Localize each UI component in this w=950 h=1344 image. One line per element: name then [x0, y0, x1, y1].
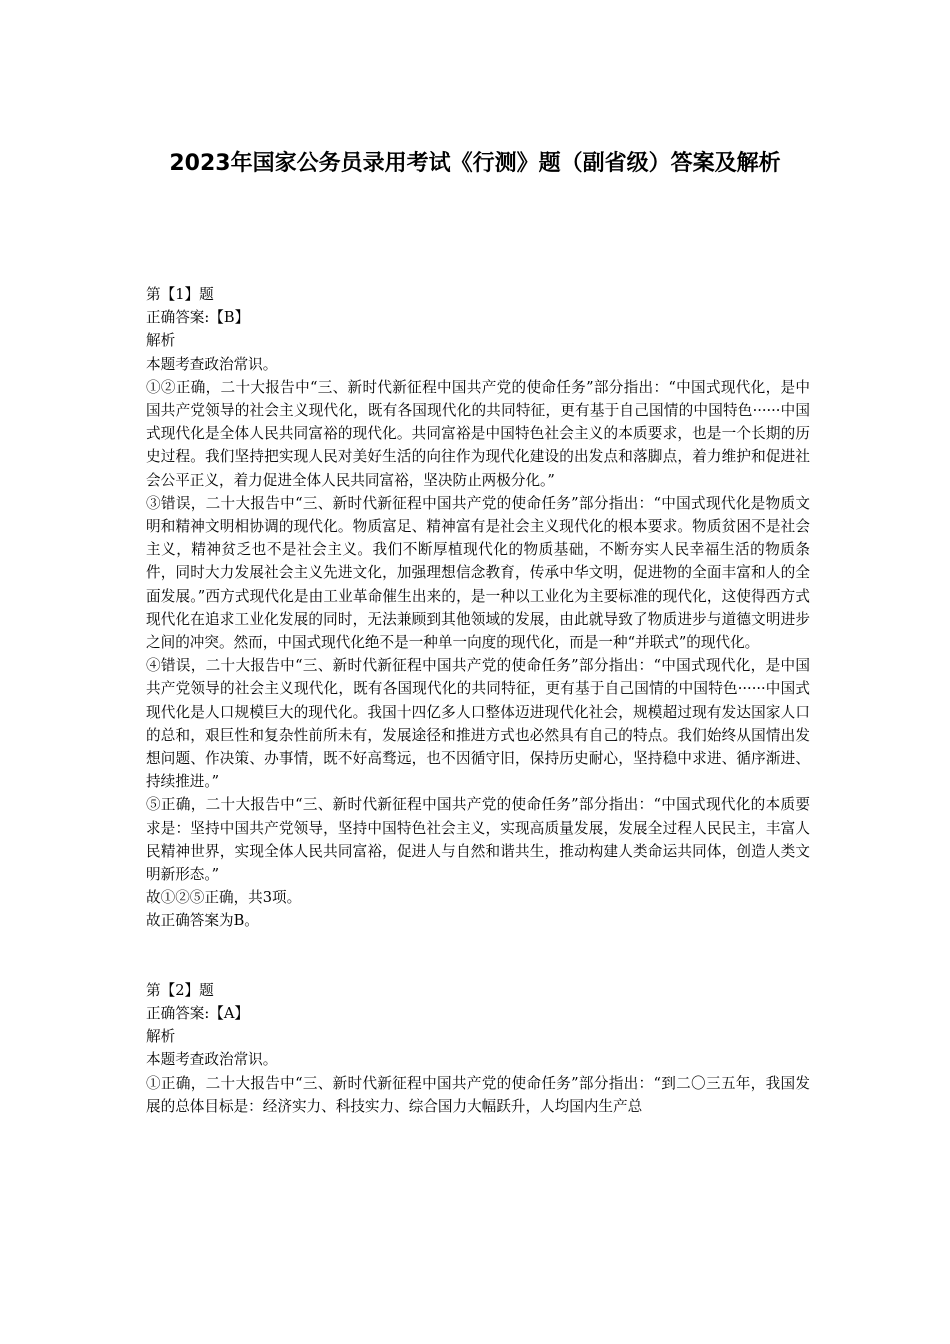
analysis-paragraph: ④错误，二十大报告中“三、新时代新征程中国共产党的使命任务”部分指出：“中国式现代化，是中国共产党领导的社会主义现代化，既有各国现代化的共同特征，更有基于自己国情的中国特色······中国式现代化是人口规模巨大的现代化。我国十四亿多人口整体迈进现代化社会，规模超过现有发达国家人口的总和，艰巨性和复杂性前所未有，发展途径和推进方式也必然具有自己的特点。我们始终从国情出发想问题、作决策、办事情，既不好高骛远，也不因循守旧，保持历史耐心，坚持稳中求进、循序渐进、持续推进。”: [146, 657, 810, 791]
analysis-label: 解析: [146, 1028, 176, 1046]
document-body: [146, 283, 810, 1118]
correct-answer: 正确答案:【A】: [146, 1004, 250, 1022]
analysis-paragraph: 本题考查政治常识。: [146, 1051, 278, 1069]
analysis-paragraph: ①②正确，二十大报告中“三、新时代新征程中国共产党的使命任务”部分指出：“中国式现代化，是中国共产党领导的社会主义现代化，既有各国现代化的共同特征，更有基于自己国情的中国特色······中国式现代化是全体人民共同富裕的现代化。共同富裕是中国特色社会主义的本质要求，也是一个长期的历史过程。我们坚持把实现人民对美好生活的向往作为现代化建设的出发点和落脚点，着力维护和促进社会公平正义，着力促进全体人民共同富裕，坚决防止两极分化。”: [146, 378, 810, 489]
question-2: [146, 979, 810, 1118]
document-title: 2023年国家公务员录用考试《行测》题（副省级）答案及解析: [169, 151, 781, 176]
analysis-paragraph: ①正确，二十大报告中“三、新时代新征程中国共产党的使命任务”部分指出：“到二〇三五年，我国发展的总体目标是：经济实力、科技实力、综合国力大幅跃升，人均国内生产总: [146, 1074, 810, 1115]
analysis-conclusion: 故①②⑤正确，共3项。: [146, 889, 302, 907]
analysis-label: 解析: [146, 332, 176, 350]
analysis-paragraph: ⑤正确，二十大报告中“三、新时代新征程中国共产党的使命任务”部分指出：“中国式现代化的本质要求是：坚持中国共产党领导，坚持中国特色社会主义，实现高质量发展，发展全过程人民民主，丰富人民精神世界，实现全体人民共同富裕，促进人与自然和谐共生，推动构建人类命运共同体，创造人类文明新形态。”: [146, 796, 810, 884]
question-heading: 第【1】题: [146, 286, 214, 303]
question-1: [146, 283, 810, 933]
analysis-paragraph: ③错误，二十大报告中“三、新时代新征程中国共产党的使命任务”部分指出：“中国式现代化是物质文明和精神文明相协调的现代化。物质富足、精神富有是社会主义现代化的根本要求。物质贫困不是社会主义，精神贫乏也不是社会主义。我们不断厚植现代化的物质基础，不断夯实人民幸福生活的物质条件，同时大力发展社会主义先进文化，加强理想信念教育，传承中华文明，促进物的全面丰富和人的全面发展。”西方式现代化是由工业革命催生出来的，是一种以工业化为主要标准的现代化，这使得西方式现代化在追求工业化发展的同时，无法兼顾到其他领域的发展，由此就导致了物质进步与道德文明进步之间的冲突。然而，中国式现代化绝不是一种单一向度的现代化，而是一种“并联式”的现代化。: [146, 494, 810, 652]
question-heading: 第【2】题: [146, 981, 214, 999]
correct-answer: 正确答案:【B】: [146, 309, 250, 327]
analysis-paragraph: 本题考查政治常识。: [146, 355, 278, 373]
analysis-final-answer: 故正确答案为B。: [146, 912, 259, 930]
